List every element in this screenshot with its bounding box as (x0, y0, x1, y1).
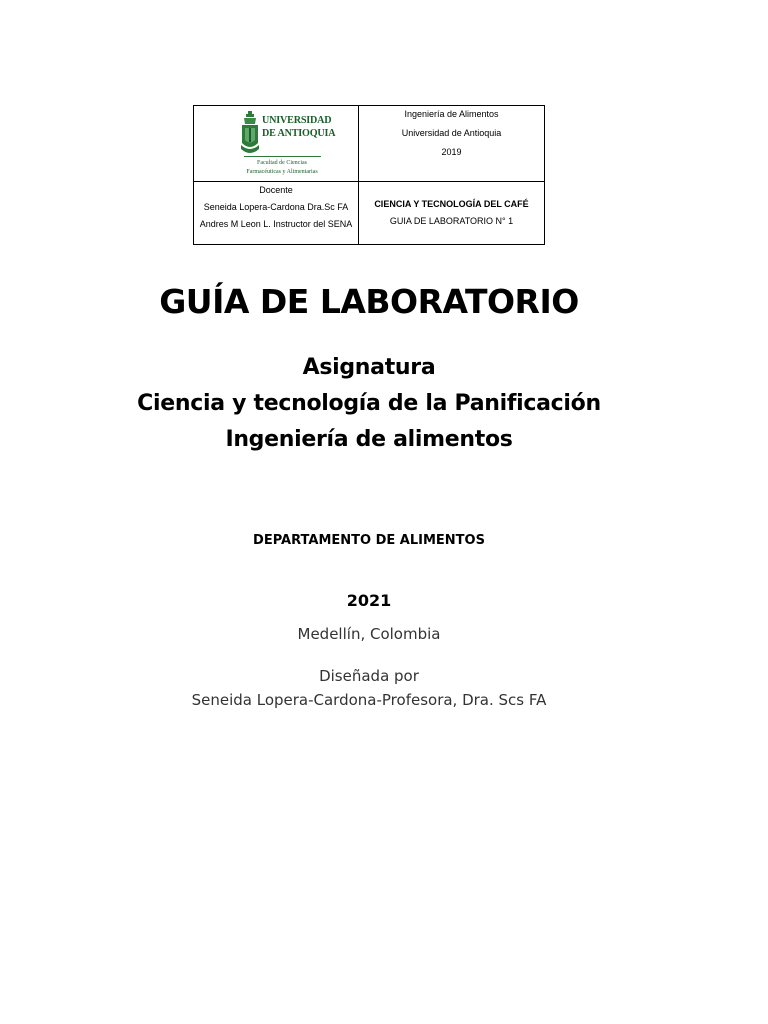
guide-number: GUIA DE LABORATORIO N° 1 (389, 216, 514, 226)
faculty-name: Facultad de Ciencias Farmacéuticas y Alimentarias (246, 160, 318, 175)
header-table (193, 105, 545, 245)
header-year: 2019 (441, 147, 462, 157)
course-title: CIENCIA Y TECNOLOGÍA DEL CAFÉ (374, 199, 529, 209)
asignatura-label: Asignatura (302, 355, 436, 380)
docente-name-1: Seneida Lopera-Cardona Dra.Sc FA (203, 202, 349, 212)
logo-cell (194, 106, 359, 182)
city: Medellín, Colombia (297, 625, 441, 643)
logo-divider (244, 156, 321, 157)
program-name-cover: Ingeniería de alimentos (225, 427, 513, 452)
author-name: Seneida Lopera-Cardona-Profesora, Dra. Scs FA (191, 691, 547, 709)
university-crest-icon (239, 111, 261, 155)
docente-name-2: Andres M Leon L. Instructor del SENA (199, 219, 353, 229)
university-name: Universidad de Antioquia (401, 128, 502, 138)
cover-year: 2021 (346, 591, 392, 610)
page-title: GUÍA DE LABORATORIO (159, 282, 579, 321)
program-name: Ingeniería de Alimentos (404, 109, 499, 119)
institution-cell (359, 106, 545, 182)
university-logo (201, 108, 351, 178)
department-name: DEPARTAMENTO DE ALIMENTOS (253, 533, 485, 548)
course-name: Ciencia y tecnología de la Panificación (137, 391, 601, 416)
docente-cell (194, 182, 359, 245)
docente-label: Docente (259, 185, 293, 195)
designed-by-label: Diseñada por (319, 667, 419, 685)
course-cell (359, 182, 545, 245)
university-wordmark: UNIVERSIDAD DE ANTIOQUIA (262, 114, 336, 139)
